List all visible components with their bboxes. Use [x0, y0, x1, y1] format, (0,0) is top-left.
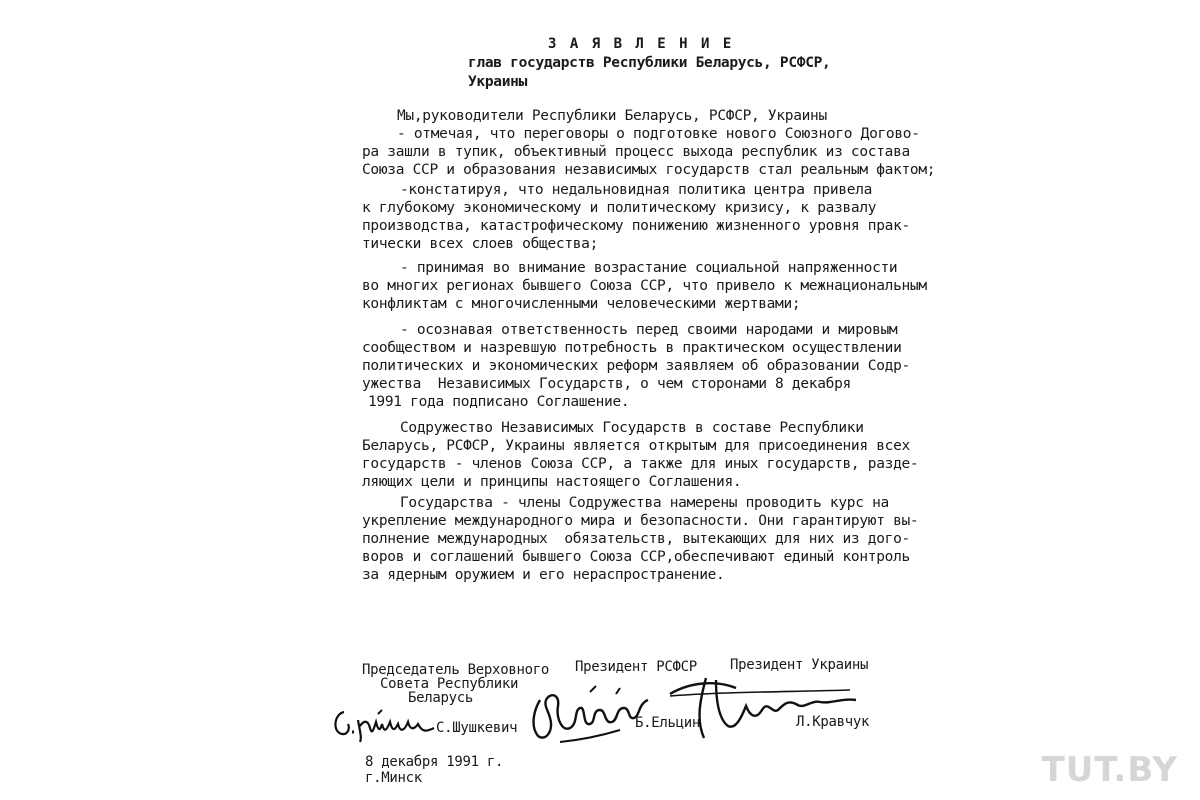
paragraph-line: сообществом и назревшую потребность в практическом осуществлении — [362, 340, 902, 356]
paragraph-line: конфликтам с многочисленными человеческими жертвами; — [362, 296, 801, 312]
document-place: г.Минск — [365, 770, 422, 786]
paragraph-line: Государства - члены Содружества намерены проводить курс на — [400, 495, 889, 511]
paragraph-line: - отмечая, что переговоры о подготовке нового Союзного Догово- — [397, 126, 920, 142]
ukraine-name: Л.Кравчук — [796, 714, 870, 730]
paragraph-line: за ядерным оружием и его нераспространение. — [362, 567, 725, 583]
belarus-title: Беларусь — [408, 690, 474, 706]
paragraph-line: -констатируя, что недальновидная политика центра привела — [400, 182, 873, 198]
russia-name: Б.Ельцин — [635, 715, 701, 731]
paragraph-line: - осознавая ответственность перед своими народами и мировым — [400, 322, 898, 338]
belarus-title: Председатель Верховного — [362, 662, 549, 678]
document-subtitle-2: Украины — [468, 74, 528, 90]
paragraph-line: тически всех слоев общества; — [362, 236, 599, 252]
belarus-title: Совета Республики — [380, 676, 519, 692]
tutby-watermark: TUT.BY — [1041, 750, 1178, 790]
ukraine-title: Президент Украины — [730, 657, 869, 673]
paragraph-line: укрепление международного мира и безопасности. Они гарантируют вы- — [362, 513, 919, 529]
belarus-signature — [330, 702, 440, 746]
paragraph-line: ляющих цели и принципы настоящего Соглашения. — [362, 474, 742, 490]
russia-ukraine-signatures — [520, 670, 860, 750]
document-subtitle: глав государств Республики Беларусь, РСФСР, — [468, 55, 831, 71]
paragraph-line: к глубокому экономическому и политическому кризису, к развалу — [362, 200, 877, 216]
paragraph-line: Содружество Независимых Государств в составе Республики — [400, 420, 864, 436]
paragraph-line: Союза ССР и образования независимых государств стал реальным фактом; — [362, 162, 936, 178]
paragraph-line: полнение международных обязательств, вытекающих для них из дого- — [362, 531, 910, 547]
paragraph-line: государств - членов Союза ССР, а также для иных государств, разде- — [362, 456, 919, 472]
paragraph-line: ужества Независимых Государств, о чем сторонами 8 декабря — [362, 376, 851, 392]
intro-line: Мы,руководители Республики Беларусь, РСФСР, Украины — [397, 108, 827, 124]
russia-title: Президент РСФСР — [575, 659, 697, 675]
paragraph-line: Беларусь, РСФСР, Украины является открытым для присоединения всех — [362, 438, 910, 454]
document-date: 8 декабря 1991 г. — [365, 754, 504, 770]
paragraph-line: - принимая во внимание возрастание социальной напряженности — [400, 260, 898, 276]
paragraph-line: политических и экономических реформ заявляем об образовании Содр- — [362, 358, 910, 374]
paragraph-line: ра зашли в тупик, объективный процесс выхода республик из состава — [362, 144, 910, 160]
belarus-name: С.Шушкевич — [436, 720, 518, 736]
paragraph-line: во многих регионах бывшего Союза ССР, что привело к межнациональным — [362, 278, 927, 294]
document-title: З А Я В Л Е Н И Е — [548, 36, 734, 52]
paragraph-line: 1991 года подписано Соглашение. — [368, 394, 630, 410]
paragraph-line: производства, катастрофическому понижению жизненного уровня прак- — [362, 218, 910, 234]
paragraph-line: воров и соглашений бывшего Союза ССР,обеспечивают единый контроль — [362, 549, 910, 565]
